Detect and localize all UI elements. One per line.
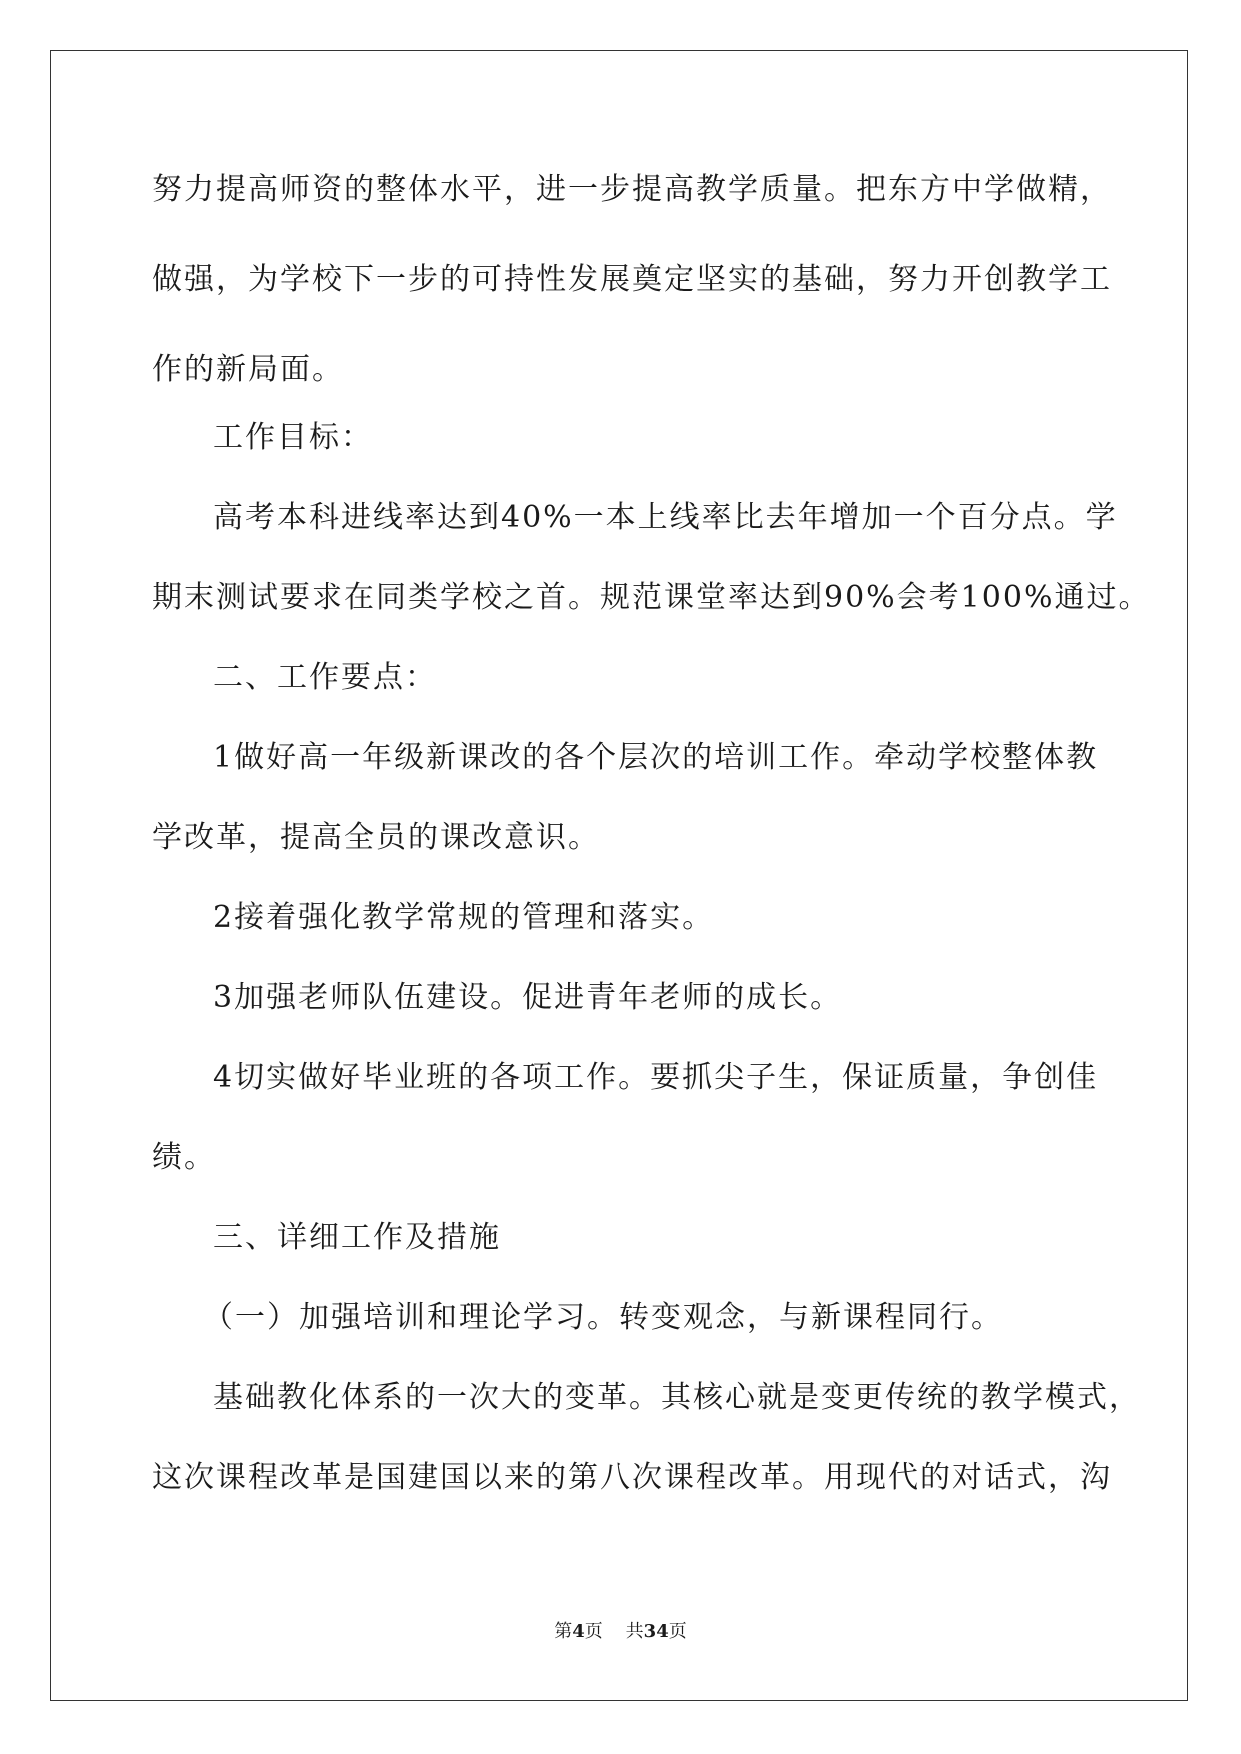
paragraph-line: 高考本科进线率达到40%一本上线率比去年增加一个百分点。学 [213,500,1118,535]
paragraph-line: 努力提高师资的整体水平，进一步提高教学质量。把东方中学做精， [152,172,1112,207]
section-heading: 三、详细工作及措施 [213,1220,501,1255]
paragraph-line: 绩。 [152,1140,216,1175]
paragraph-line: 学改革，提高全员的课改意识。 [152,820,600,855]
paragraph-line: 这次课程改革是国建国以来的第八次课程改革。用现代的对话式，沟 [152,1460,1112,1495]
section-heading: 二、工作要点： [213,660,437,695]
section-heading: 工作目标： [213,420,373,455]
footer-page-number: 4 [572,1621,585,1642]
paragraph-line: 基础教化体系的一次大的变革。其核心就是变更传统的教学模式， [213,1380,1141,1415]
paragraph-line: 作的新局面。 [152,352,344,387]
footer-page-suffix: 页 [584,1621,603,1642]
footer-total-pages: 34 [643,1621,669,1642]
footer-total-prefix: 共 [625,1621,644,1642]
footer-total-suffix: 页 [668,1621,687,1642]
paragraph-line: 期末测试要求在同类学校之首。规范课堂率达到90%会考100%通过。 [152,580,1151,615]
paragraph-line: 1做好高一年级新课改的各个层次的培训工作。牵动学校整体教 [213,740,1099,775]
paragraph-line: 做强，为学校下一步的可持性发展奠定坚实的基础，努力开创教学工 [152,262,1112,297]
paragraph-line: 2接着强化教学常规的管理和落实。 [213,900,715,935]
paragraph-line: 4切实做好毕业班的各项工作。要抓尖子生，保证质量，争创佳 [213,1060,1099,1095]
footer-page-prefix: 第 [554,1621,573,1642]
page-footer [0,1620,1241,1644]
paragraph-line: 3加强老师队伍建设。促进青年老师的成长。 [213,980,843,1015]
subsection-heading: （一）加强培训和理论学习。转变观念，与新课程同行。 [203,1300,1003,1335]
